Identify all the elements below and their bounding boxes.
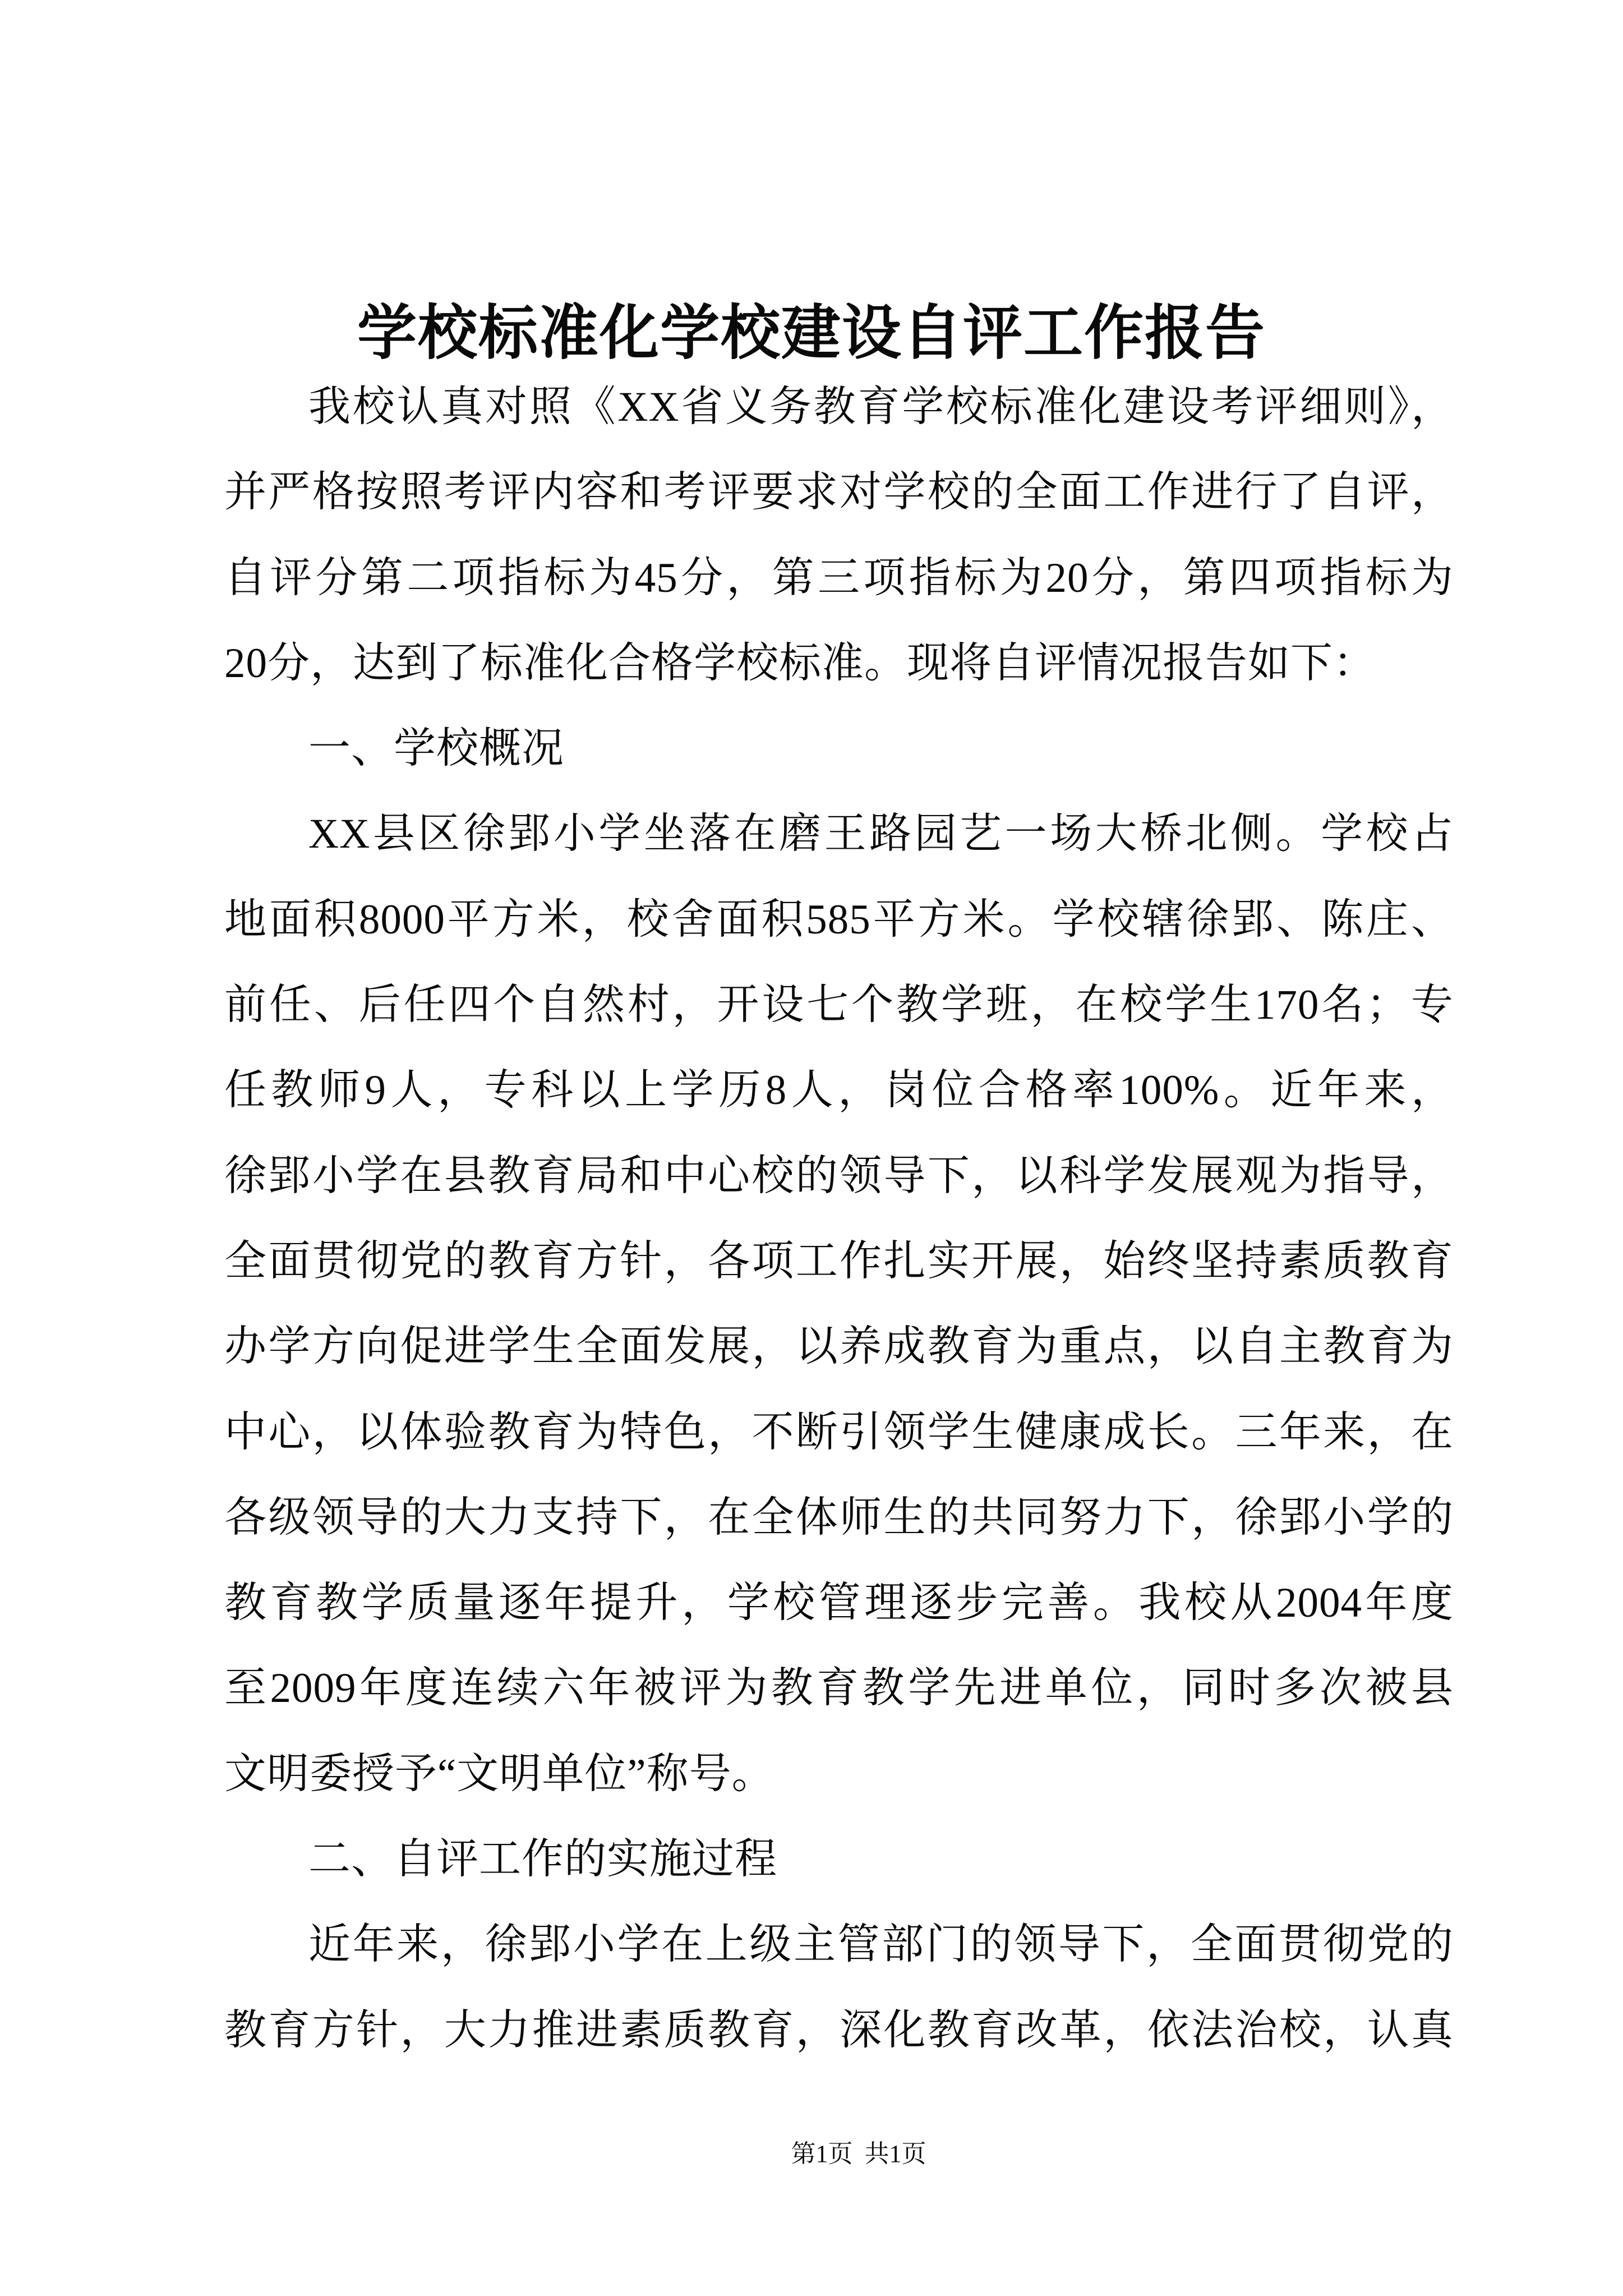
section-heading-school-overview: [224, 706, 1454, 792]
paragraph-line: 近年来，徐郢小学在上级主管部门的领导下，全面贯彻党的: [308, 1921, 1454, 1968]
section-heading: 二、自评工作的实施过程: [308, 1836, 778, 1883]
paragraph-introduction: [224, 365, 1454, 706]
paragraph-line: 教育方针，大力推进素质教育，深化教育改革，依法治校，认真: [224, 2007, 1454, 2054]
paragraph-line: 地面积8000平方米，校舍面积585平方米。学校辖徐郢、陈庄、: [224, 896, 1454, 943]
paragraph-line: 中心，以体验教育为特色，不断引领学生健康成长。三年来，在: [224, 1409, 1454, 1456]
paragraph-line: 并严格按照考评内容和考评要求对学校的全面工作进行了自评，: [224, 469, 1454, 516]
paragraph-school-overview: [224, 792, 1454, 1817]
paragraph-line: 各级领导的大力支持下，在全体师生的共同努力下，徐郢小学的: [224, 1494, 1454, 1541]
paragraph-line: 20分，达到了标准化合格学校标准。现将自评情况报告如下：: [224, 639, 1376, 687]
section-heading: 一、学校概况: [308, 725, 565, 772]
page-number-footer: 第1页 共1页: [791, 2140, 926, 2168]
paragraph-line: 我校认真对照《XX省义务教育学校标准化建设考评细则》，: [308, 384, 1454, 430]
document-body: [224, 365, 1454, 2073]
paragraph-line: 徐郢小学在县教育局和中心校的领导下，以科学发展观为指导，: [224, 1152, 1454, 1199]
paragraph-line: 前任、后任四个自然村，开设七个教学班，在校学生170名；专: [224, 982, 1454, 1029]
paragraph-line: 办学方向促进学生全面发展，以养成教育为重点，以自主教育为: [224, 1323, 1454, 1370]
section-heading-process: [224, 1817, 1454, 1902]
paragraph-line: 全面贯彻党的教育方针，各项工作扎实开展，始终坚持素质教育: [224, 1237, 1454, 1285]
document-title: 学校标准化学校建设自评工作报告: [357, 301, 1266, 366]
paragraph-line: 自评分第二项指标为45分，第三项指标为20分，第四项指标为: [224, 554, 1454, 601]
paragraph-line: 文明委授予“文明单位”称号。: [224, 1750, 774, 1797]
paragraph-line: 至2009年度连续六年被评为教育教学先进单位，同时多次被县: [224, 1665, 1454, 1712]
paragraph-line: 任教师9人，专科以上学历8人，岗位合格率100%。近年来，: [224, 1067, 1454, 1114]
paragraph-line: 教育教学质量逐年提升，学校管理逐步完善。我校从2004年度: [224, 1580, 1454, 1627]
paragraph-line: XX县区徐郢小学坐落在磨王路园艺一场大桥北侧。学校占: [308, 811, 1454, 858]
paragraph-process: [224, 1902, 1454, 2073]
